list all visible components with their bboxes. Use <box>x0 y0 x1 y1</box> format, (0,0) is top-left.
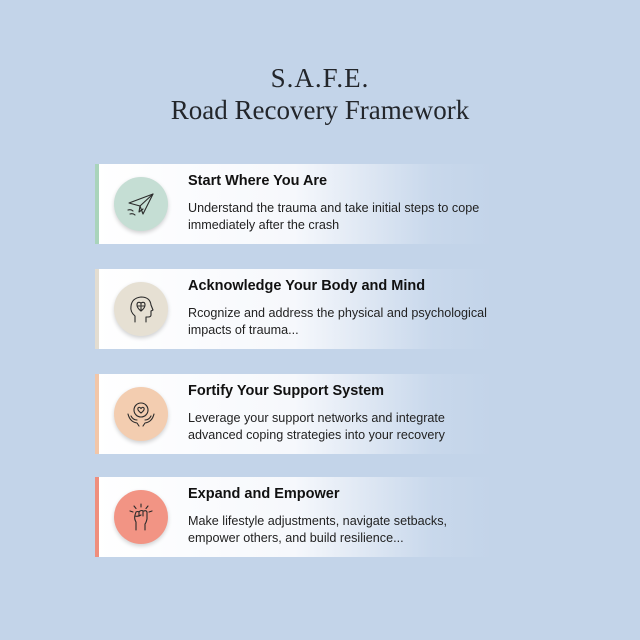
step-card-fortify <box>95 374 493 454</box>
hands-heart-icon <box>125 398 157 430</box>
accent-bar <box>95 269 99 349</box>
icon-circle <box>114 282 168 336</box>
step-description: Make lifestyle adjustments, navigate setbacks, empower others, and build resilience... <box>188 514 447 545</box>
accent-bar <box>95 477 99 557</box>
step-heading: Acknowledge Your Body and Mind <box>188 278 426 294</box>
accent-bar <box>95 374 99 454</box>
paper-plane-icon <box>125 188 157 220</box>
icon-circle <box>114 177 168 231</box>
step-card-acknowledge <box>95 269 493 349</box>
title-line-1: S.A.F.E. <box>270 63 370 93</box>
head-brain-icon <box>125 293 157 325</box>
step-description: Rcognize and address the physical and psychological impacts of trauma... <box>188 306 487 337</box>
icon-circle <box>114 387 168 441</box>
title-line-2: Road Recovery Framework <box>170 95 470 125</box>
step-heading: Fortify Your Support System <box>188 383 385 399</box>
accent-bar <box>95 164 99 244</box>
page-title <box>0 62 640 126</box>
step-heading: Start Where You Are <box>188 173 328 189</box>
step-description: Leverage your support networks and integrate advanced coping strategies into your recovery <box>188 411 445 442</box>
raised-fist-icon <box>125 501 157 533</box>
icon-circle <box>114 490 168 544</box>
step-heading: Expand and Empower <box>188 486 340 502</box>
step-card-start <box>95 164 493 244</box>
step-card-expand <box>95 477 493 557</box>
step-description: Understand the trauma and take initial steps to cope immediately after the crash <box>188 201 480 232</box>
